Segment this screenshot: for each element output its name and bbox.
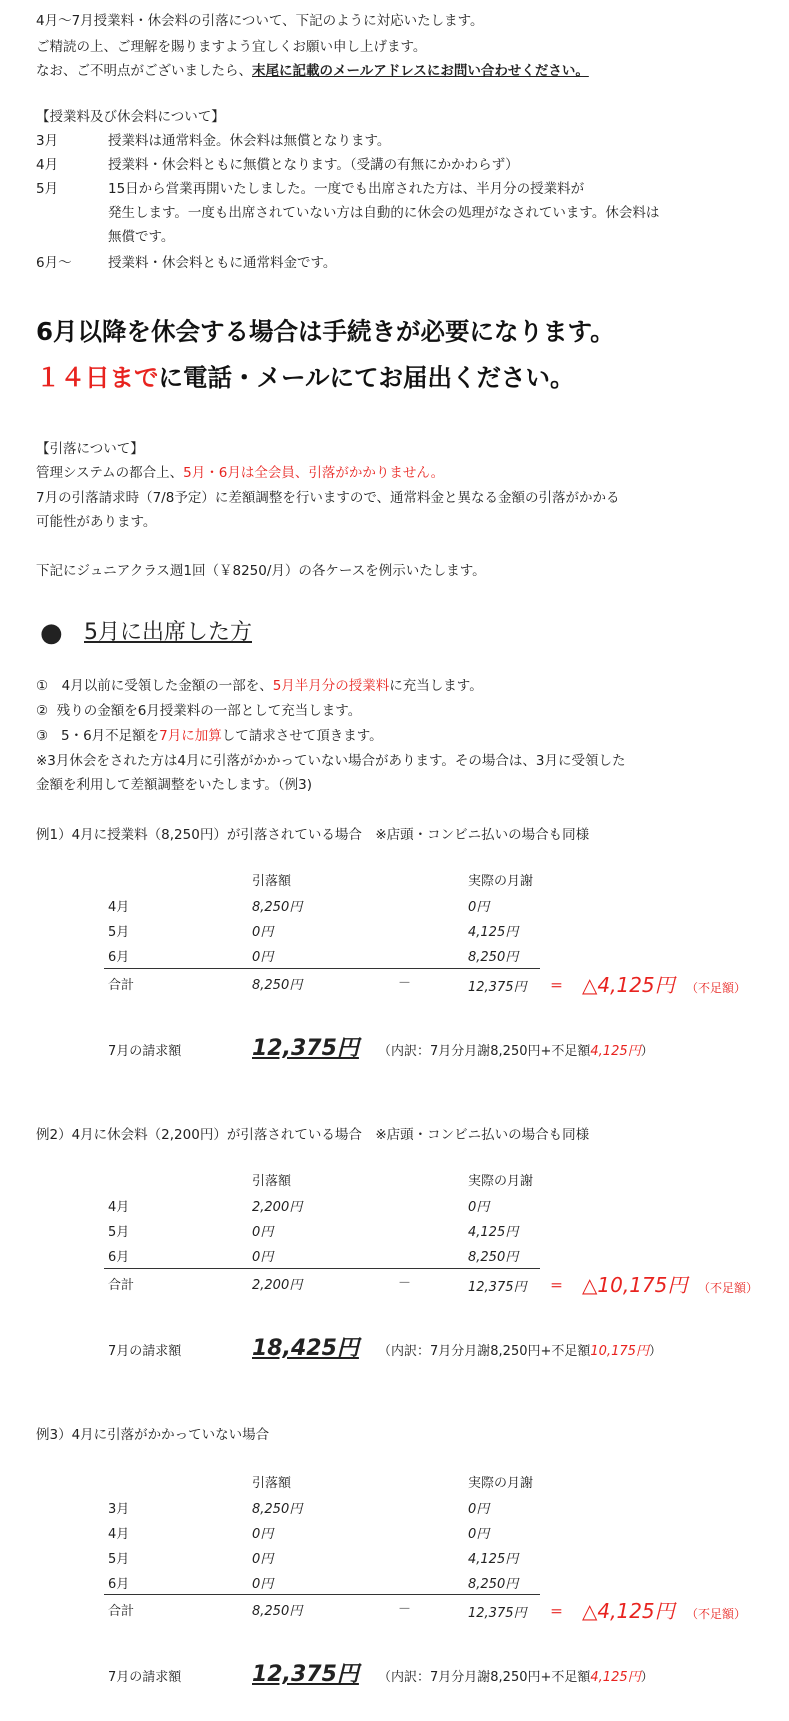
row-month: 4月 bbox=[108, 1527, 130, 1542]
equals-sign: ＝ bbox=[550, 1279, 564, 1294]
example-2-title: 例2）4月に休会料（2,200円）が引落されている場合 ※店頭・コンビニ払いの場合も同様 bbox=[36, 1127, 590, 1143]
row-withdrawn: 2,200円 bbox=[252, 1200, 303, 1215]
item-3-text: 5・6月不足額を bbox=[60, 728, 160, 744]
withdrawal-no-charge: 5月・6月は全会員、引落がかかりません。 bbox=[183, 465, 445, 481]
item-3-number: ③ bbox=[36, 728, 49, 744]
item-1-text: 4月以前に受領した金額の一部を、 bbox=[48, 678, 273, 694]
row-withdrawn: 0円 bbox=[252, 1250, 274, 1265]
bullet-icon: ● bbox=[40, 618, 63, 648]
row-month: 6月 bbox=[108, 1577, 130, 1592]
fee-desc-apr: 授業料・休会料ともに無償となります。（受講の有無にかかわらず） bbox=[108, 157, 519, 173]
total-actual: 12,375円 bbox=[468, 980, 527, 995]
total-withdrawn: 2,200円 bbox=[252, 1278, 303, 1293]
example-1-title: 例1）4月に授業料（8,250円）が引落されている場合 ※店頭・コンビニ払いの場合も同様 bbox=[36, 827, 590, 843]
shortfall-amount: △10,175円 bbox=[582, 1273, 688, 1297]
shortfall-label: （不足額） bbox=[698, 1281, 759, 1295]
contact-email-note: 末尾に記載のメールアドレスにお問い合わせください。 bbox=[252, 63, 589, 79]
intro-line-2: ご精読の上、ご理解を賜りますよう宜しくお願い申し上げます。 bbox=[36, 39, 427, 55]
item-2-number: ② bbox=[36, 703, 49, 719]
row-month: 5月 bbox=[108, 925, 130, 940]
withdrawal-line-4: 下記にジュニアクラス週1回（￥8250/月）の各ケースを例示いたします。 bbox=[36, 563, 486, 579]
breakdown-shortfall: 4,125円 bbox=[590, 1670, 641, 1685]
bill-label: 7月の請求額 bbox=[108, 1344, 182, 1359]
shortfall-amount: △4,125円 bbox=[582, 973, 675, 997]
breakdown-shortfall: 4,125円 bbox=[590, 1044, 641, 1059]
section-note-2: 金額を利用して差額調整をいたします。（例3) bbox=[36, 777, 313, 793]
fee-month-apr: 4月 bbox=[36, 157, 59, 173]
total-label: 合計 bbox=[108, 1604, 135, 1619]
total-actual: 12,375円 bbox=[468, 1606, 527, 1621]
minus-sign: － bbox=[398, 1276, 412, 1291]
item-3-text-end: して請求させて頂きます。 bbox=[221, 728, 383, 744]
minus-sign: － bbox=[398, 976, 412, 991]
row-withdrawn: 8,250円 bbox=[252, 1502, 303, 1517]
equals-sign: ＝ bbox=[550, 1605, 564, 1620]
row-actual: 0円 bbox=[468, 1502, 490, 1517]
bill-breakdown bbox=[378, 1342, 662, 1362]
row-withdrawn: 0円 bbox=[252, 1577, 274, 1592]
total-label: 合計 bbox=[108, 978, 135, 993]
bill-breakdown bbox=[378, 1042, 654, 1062]
fee-desc-may-1: 15日から営業再開いたしました。一度でも出席された方は、半月分の授業料が bbox=[108, 181, 585, 197]
fee-desc-may-2: 発生します。一度も出席されていない方は自動的に休会の処理がなされています。休会料は bbox=[108, 205, 660, 221]
col-header-withdrawn: 引落額 bbox=[252, 874, 292, 889]
row-actual: 4,125円 bbox=[468, 1552, 519, 1567]
section-item-2 bbox=[36, 698, 361, 724]
row-actual: 0円 bbox=[468, 900, 490, 915]
total-withdrawn: 8,250円 bbox=[252, 978, 303, 993]
row-withdrawn: 0円 bbox=[252, 1225, 274, 1240]
row-actual: 0円 bbox=[468, 1200, 490, 1215]
bill-amount: 18,425円 bbox=[252, 1336, 359, 1361]
row-month: 5月 bbox=[108, 1552, 130, 1567]
section-heading: 5月に出席した方 bbox=[84, 620, 252, 645]
row-withdrawn: 0円 bbox=[252, 1552, 274, 1567]
col-header-withdrawn: 引落額 bbox=[252, 1476, 292, 1491]
total-divider bbox=[104, 1594, 540, 1595]
notice-line-2 bbox=[36, 358, 575, 398]
row-withdrawn: 0円 bbox=[252, 925, 274, 940]
bill-amount: 12,375円 bbox=[252, 1662, 359, 1687]
bill-amount: 12,375円 bbox=[252, 1036, 359, 1061]
fee-desc-mar: 授業料は通常料金。休会料は無償となります。 bbox=[108, 133, 391, 149]
minus-sign: － bbox=[398, 1602, 412, 1617]
col-header-withdrawn: 引落額 bbox=[252, 1174, 292, 1189]
row-month: 5月 bbox=[108, 1225, 130, 1240]
row-actual: 8,250円 bbox=[468, 1250, 519, 1265]
intro-line-1: 4月～7月授業料・休会料の引落について、下記のように対応いたします。 bbox=[36, 13, 484, 29]
fee-desc-may-3: 無償です。 bbox=[108, 229, 175, 245]
fees-heading: 【授業料及び休会料について】 bbox=[36, 109, 225, 125]
row-actual: 0円 bbox=[468, 1527, 490, 1542]
withdrawal-line-3: 可能性があります。 bbox=[36, 514, 157, 530]
row-month: 3月 bbox=[108, 1502, 130, 1517]
row-withdrawn: 8,250円 bbox=[252, 900, 303, 915]
total-divider bbox=[104, 968, 540, 969]
withdrawal-heading: 【引落について】 bbox=[36, 441, 144, 457]
shortfall-label: （不足額） bbox=[686, 1607, 747, 1621]
total-withdrawn: 8,250円 bbox=[252, 1604, 303, 1619]
row-month: 6月 bbox=[108, 950, 130, 965]
col-header-actual: 実際の月謝 bbox=[468, 874, 534, 889]
row-withdrawn: 0円 bbox=[252, 950, 274, 965]
breakdown-end: ） bbox=[640, 1670, 654, 1685]
example-3-title: 例3）4月に引落がかかっていない場合 bbox=[36, 1427, 270, 1443]
item-1-emph: 5月半月分の授業料 bbox=[272, 678, 390, 694]
bill-label: 7月の請求額 bbox=[108, 1670, 182, 1685]
equals-sign: ＝ bbox=[550, 979, 564, 994]
intro-line-3 bbox=[36, 58, 589, 84]
breakdown-end: ） bbox=[648, 1344, 662, 1359]
total-actual: 12,375円 bbox=[468, 1280, 527, 1295]
row-actual: 8,250円 bbox=[468, 950, 519, 965]
shortfall-amount: △4,125円 bbox=[582, 1599, 675, 1623]
section-item-1 bbox=[36, 673, 483, 699]
row-withdrawn: 0円 bbox=[252, 1527, 274, 1542]
notice-line-1: 6月以降を休会する場合は手続きが必要になります。 bbox=[36, 317, 615, 346]
fee-month-may: 5月 bbox=[36, 181, 59, 197]
bill-breakdown bbox=[378, 1668, 654, 1688]
row-actual: 4,125円 bbox=[468, 1225, 519, 1240]
col-header-actual: 実際の月謝 bbox=[468, 1476, 534, 1491]
section-note-1: ※3月休会をされた方は4月に引落がかかっていない場合があります。その場合は、3月に受領した bbox=[36, 753, 626, 769]
row-month: 6月 bbox=[108, 1250, 130, 1265]
breakdown-shortfall: 10,175円 bbox=[590, 1344, 649, 1359]
withdrawal-line-1-prefix: 管理システムの都合上、 bbox=[36, 465, 184, 481]
row-month: 4月 bbox=[108, 900, 130, 915]
item-2-text: 残りの金額を6月授業料の一部として充当します。 bbox=[56, 703, 362, 719]
fee-month-jun: 6月～ bbox=[36, 255, 72, 271]
fee-month-mar: 3月 bbox=[36, 133, 59, 149]
withdrawal-line-1 bbox=[36, 460, 444, 486]
intro-line-3-prefix: なお、ご不明点がございましたら、 bbox=[36, 63, 252, 79]
total-label: 合計 bbox=[108, 1278, 135, 1293]
shortfall-label: （不足額） bbox=[686, 981, 747, 995]
row-month: 4月 bbox=[108, 1200, 130, 1215]
notice-deadline: １４日まで bbox=[36, 363, 159, 392]
total-divider bbox=[104, 1268, 540, 1269]
breakdown-text: （内訳：7月分月謝8,250円+不足額 bbox=[378, 1344, 591, 1359]
row-actual: 4,125円 bbox=[468, 925, 519, 940]
row-actual: 8,250円 bbox=[468, 1577, 519, 1592]
breakdown-text: （内訳：7月分月謝8,250円+不足額 bbox=[378, 1670, 591, 1685]
breakdown-end: ） bbox=[640, 1044, 654, 1059]
notice-line-2-rest: に電話・メールにてお届出ください。 bbox=[158, 363, 575, 392]
item-1-text-end: に充当します。 bbox=[389, 678, 483, 694]
item-3-emph: 7月に加算 bbox=[159, 728, 222, 744]
col-header-actual: 実際の月謝 bbox=[468, 1174, 534, 1189]
withdrawal-line-2: 7月の引落請求時（7/8予定）に差額調整を行いますので、通常料金と異なる金額の引落がかかる bbox=[36, 490, 620, 506]
bill-label: 7月の請求額 bbox=[108, 1044, 182, 1059]
item-1-number: ① bbox=[36, 678, 49, 694]
breakdown-text: （内訳：7月分月謝8,250円+不足額 bbox=[378, 1044, 591, 1059]
section-item-3 bbox=[36, 723, 383, 749]
fee-desc-jun: 授業料・休会料ともに通常料金です。 bbox=[108, 255, 337, 271]
